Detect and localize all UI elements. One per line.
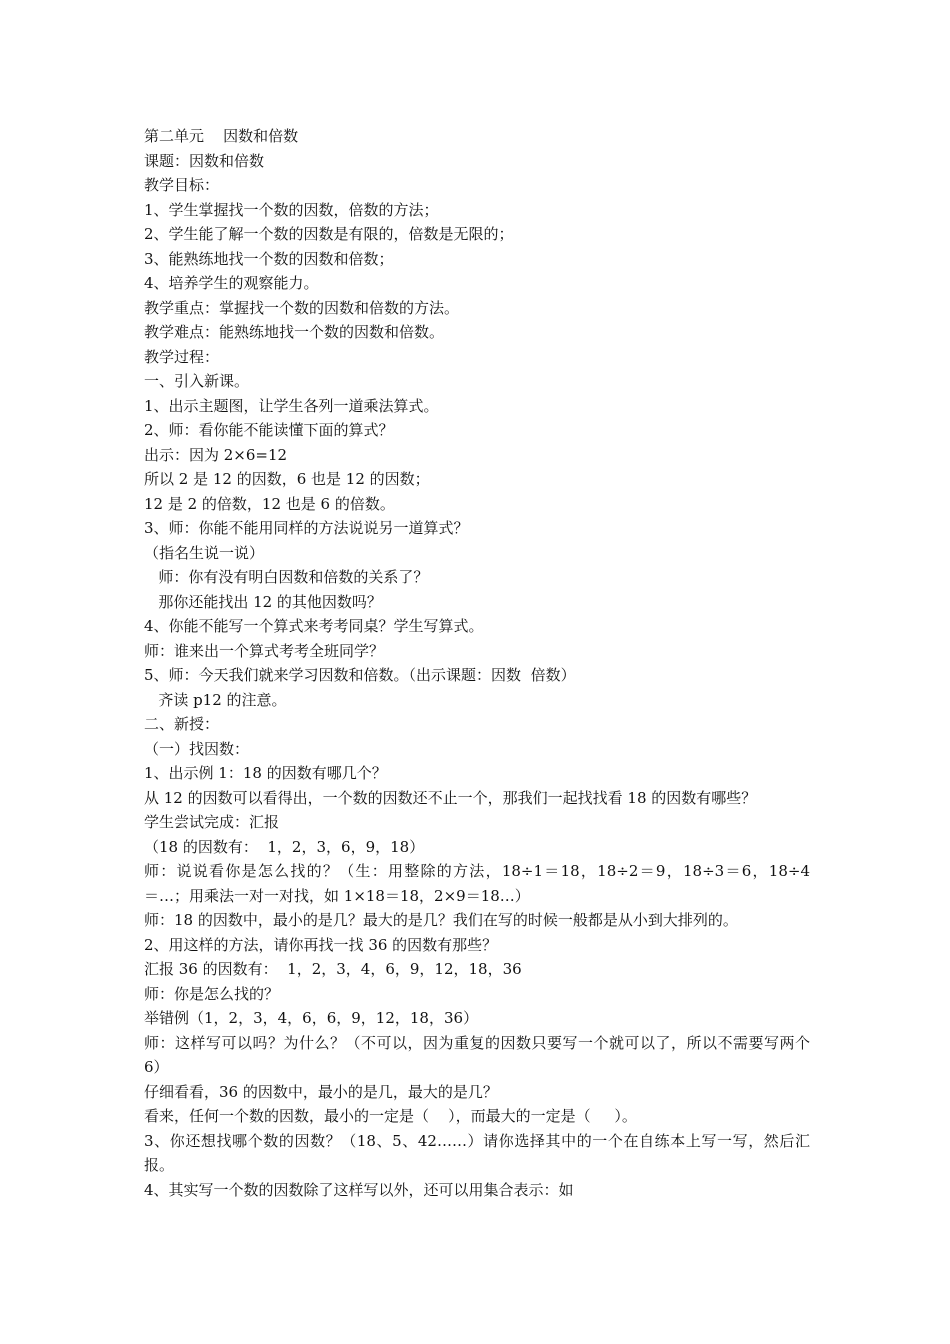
process-heading: 教学过程： [144, 347, 220, 366]
text-line: 师：你是怎么找的？ [144, 984, 280, 1003]
text-line: 1、出示例 1：18 的因数有哪几个？ [144, 764, 387, 782]
text-paragraph: 3、你还想找哪个数的因数？（18、5、42……）请你选择其中的一个在自练本上写一写，然后汇报。 [144, 1131, 810, 1174]
difficult-point: 教学难点：能熟练地找一个数的因数和倍数。 [144, 323, 445, 341]
text-line: 1、出示主题图，让学生各列一道乘法算式。 [144, 396, 439, 415]
subsection-find-factors: （一）找因数： [144, 739, 250, 758]
text-line: （18 的因数有： 1，2，3，6，9，18） [144, 837, 425, 856]
text-line: 所以 2 是 12 的因数，6 也是 12 的因数； [144, 470, 430, 488]
text-line: 仔细看看，36 的因数中，最小的是几，最大的是几？ [144, 1082, 498, 1101]
text-line: 2、师：看你能不能读懂下面的算式？ [144, 421, 394, 439]
text-line: 2、用这样的方法，请你再找一找 36 的因数有那些？ [144, 935, 498, 954]
lesson-topic: 课题：因数和倍数 [144, 151, 265, 170]
section-new-heading: 二、新授： [144, 715, 220, 733]
text-line: 3、师：你能不能用同样的方法说说另一道算式？ [144, 519, 469, 537]
text-line: 学生尝试完成：汇报 [144, 813, 280, 831]
objectives-heading: 教学目标： [144, 176, 220, 194]
text-paragraph: 师：说说看你是怎么找的？（生：用整除的方法，18÷1＝18，18÷2＝9，18÷3＝6，18÷4＝…；用乘法一对一对找，如 1×18＝18，2×9＝18…） [144, 862, 810, 905]
objective-3: 3、能熟练地找一个数的因数和倍数； [144, 249, 394, 268]
text-line: 师：你有没有明白因数和倍数的关系了？ [144, 568, 429, 586]
document-body [144, 124, 810, 1202]
section-intro-heading: 一、引入新课。 [144, 372, 250, 390]
text-paragraph: 师：这样写可以吗？为什么？（不可以，因为重复的因数只要写一个就可以了，所以不需要写两个 6） [144, 1033, 810, 1076]
text-paragraph: 从 12 的因数可以看得出，一个数的因数还不止一个，那我们一起找找看 18 的因数有哪些？ [144, 788, 757, 807]
text-line: 师：谁来出一个算式考考全班同学？ [144, 641, 385, 660]
text-line: 看来，任何一个数的因数，最小的一定是（ ），而最大的一定是（ ）。 [144, 1107, 637, 1125]
text-line: 那你还能找出 12 的其他因数吗？ [144, 592, 382, 611]
text-line: （指名生说一说） [144, 543, 265, 562]
text-line: 齐读 p12 的注意。 [144, 690, 287, 709]
key-point: 教学重点：掌握找一个数的因数和倍数的方法。 [144, 298, 460, 317]
objective-1: 1、学生掌握找一个数的因数，倍数的方法； [144, 200, 439, 219]
objective-4: 4、培养学生的观察能力。 [144, 274, 319, 292]
text-line: 出示：因为 2×6=12 [144, 445, 288, 464]
text-line: 4、你能不能写一个算式来考考同桌？学生写算式。 [144, 617, 484, 635]
text-line: 4、其实写一个数的因数除了这样写以外，还可以用集合表示：如 [144, 1180, 574, 1199]
text-line: 5、师：今天我们就来学习因数和倍数。（出示课题：因数 倍数） [144, 666, 576, 684]
text-line: 举错例（1，2，3，4，6，6，9，12，18，36） [144, 1009, 479, 1027]
text-line: 12 是 2 的倍数，12 也是 6 的倍数。 [144, 494, 395, 513]
unit-title: 第二单元 因数和倍数 [144, 127, 299, 145]
text-line: 汇报 36 的因数有： 1，2，3，4，6，9，12，18，36 [144, 960, 522, 978]
text-paragraph: 师：18 的因数中，最小的是几？最大的是几？我们在写的时候一般都是从小到大排列的。 [144, 911, 738, 929]
objective-2: 2、学生能了解一个数的因数是有限的，倍数是无限的； [144, 225, 514, 243]
